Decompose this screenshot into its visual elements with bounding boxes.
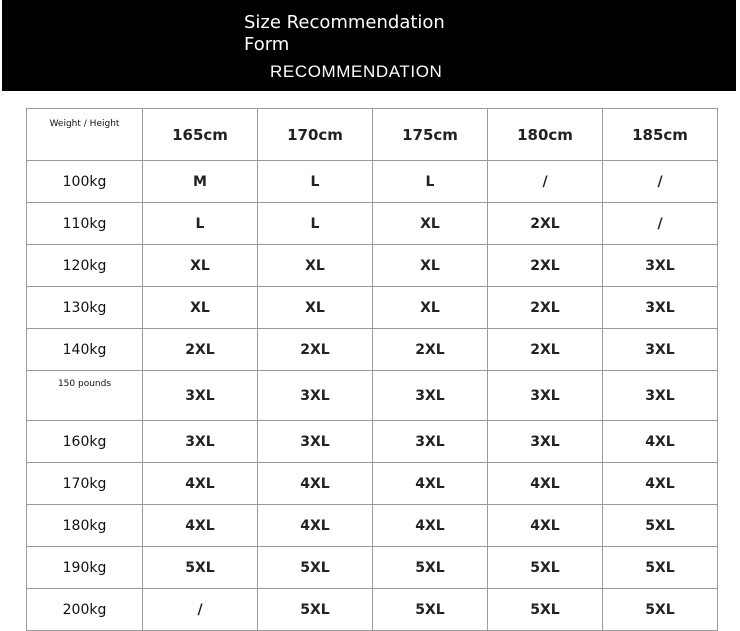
size-cell: XL <box>373 287 488 329</box>
size-cell: XL <box>258 245 373 287</box>
size-cell: / <box>488 161 603 203</box>
banner-title: Size Recommendation Form <box>244 12 445 55</box>
size-chart-table <box>26 108 718 631</box>
size-cell: 2XL <box>373 329 488 371</box>
size-cell: 4XL <box>603 421 718 463</box>
size-cell: 4XL <box>143 505 258 547</box>
size-cell: 2XL <box>488 203 603 245</box>
size-cell: 5XL <box>258 547 373 589</box>
table-row <box>27 371 718 421</box>
size-cell: 3XL <box>143 421 258 463</box>
table-row <box>27 421 718 463</box>
size-cell: 3XL <box>258 371 373 421</box>
table-row <box>27 505 718 547</box>
table-row <box>27 463 718 505</box>
size-cell: 4XL <box>373 463 488 505</box>
size-cell: L <box>373 161 488 203</box>
table-row <box>27 329 718 371</box>
size-cell: / <box>603 203 718 245</box>
weight-label: 120kg <box>27 245 143 287</box>
height-header: 170cm <box>258 109 373 161</box>
size-cell: 5XL <box>143 547 258 589</box>
size-cell: 2XL <box>258 329 373 371</box>
size-cell: 2XL <box>488 329 603 371</box>
weight-label: 160kg <box>27 421 143 463</box>
size-cell: 4XL <box>258 463 373 505</box>
size-cell: XL <box>143 245 258 287</box>
table-row <box>27 161 718 203</box>
size-cell: 5XL <box>603 589 718 631</box>
size-cell: L <box>258 203 373 245</box>
size-cell: / <box>603 161 718 203</box>
size-cell: 4XL <box>143 463 258 505</box>
size-cell: 2XL <box>488 287 603 329</box>
size-cell: 5XL <box>603 505 718 547</box>
table-row <box>27 203 718 245</box>
height-header: 165cm <box>143 109 258 161</box>
size-cell: 5XL <box>258 589 373 631</box>
header-banner <box>2 0 736 91</box>
weight-label: 130kg <box>27 287 143 329</box>
weight-label: 140kg <box>27 329 143 371</box>
weight-label: 180kg <box>27 505 143 547</box>
size-cell: 4XL <box>488 505 603 547</box>
size-cell: 2XL <box>143 329 258 371</box>
size-cell: 3XL <box>488 371 603 421</box>
size-cell: 3XL <box>373 421 488 463</box>
size-cell: 4XL <box>603 463 718 505</box>
size-cell: L <box>143 203 258 245</box>
size-cell: 5XL <box>373 589 488 631</box>
size-cell: 3XL <box>603 287 718 329</box>
size-cell: 3XL <box>603 371 718 421</box>
size-cell: 4XL <box>373 505 488 547</box>
size-cell: 5XL <box>373 547 488 589</box>
table-row <box>27 245 718 287</box>
weight-label: 110kg <box>27 203 143 245</box>
height-header: 185cm <box>603 109 718 161</box>
size-cell: XL <box>258 287 373 329</box>
table-row <box>27 547 718 589</box>
size-cell: 3XL <box>143 371 258 421</box>
size-cell: 3XL <box>603 329 718 371</box>
size-cell: 5XL <box>488 589 603 631</box>
size-cell: XL <box>373 245 488 287</box>
corner-label: Weight / Height <box>27 109 143 161</box>
weight-label: 150 pounds <box>27 371 143 421</box>
size-cell: L <box>258 161 373 203</box>
size-cell: 3XL <box>603 245 718 287</box>
height-header: 180cm <box>488 109 603 161</box>
size-cell: 3XL <box>373 371 488 421</box>
size-cell: M <box>143 161 258 203</box>
weight-label: 170kg <box>27 463 143 505</box>
weight-label: 100kg <box>27 161 143 203</box>
header-row <box>27 109 718 161</box>
size-cell: XL <box>373 203 488 245</box>
size-cell: 3XL <box>258 421 373 463</box>
banner-subtitle: RECOMMENDATION <box>270 62 443 81</box>
size-cell: 4XL <box>488 463 603 505</box>
size-cell: 2XL <box>488 245 603 287</box>
size-cell: 5XL <box>488 547 603 589</box>
size-cell: 4XL <box>258 505 373 547</box>
size-cell: 5XL <box>603 547 718 589</box>
weight-label: 190kg <box>27 547 143 589</box>
size-cell: 3XL <box>488 421 603 463</box>
height-header: 175cm <box>373 109 488 161</box>
table-row <box>27 589 718 631</box>
weight-label: 200kg <box>27 589 143 631</box>
size-cell: XL <box>143 287 258 329</box>
table-row <box>27 287 718 329</box>
size-cell: / <box>143 589 258 631</box>
